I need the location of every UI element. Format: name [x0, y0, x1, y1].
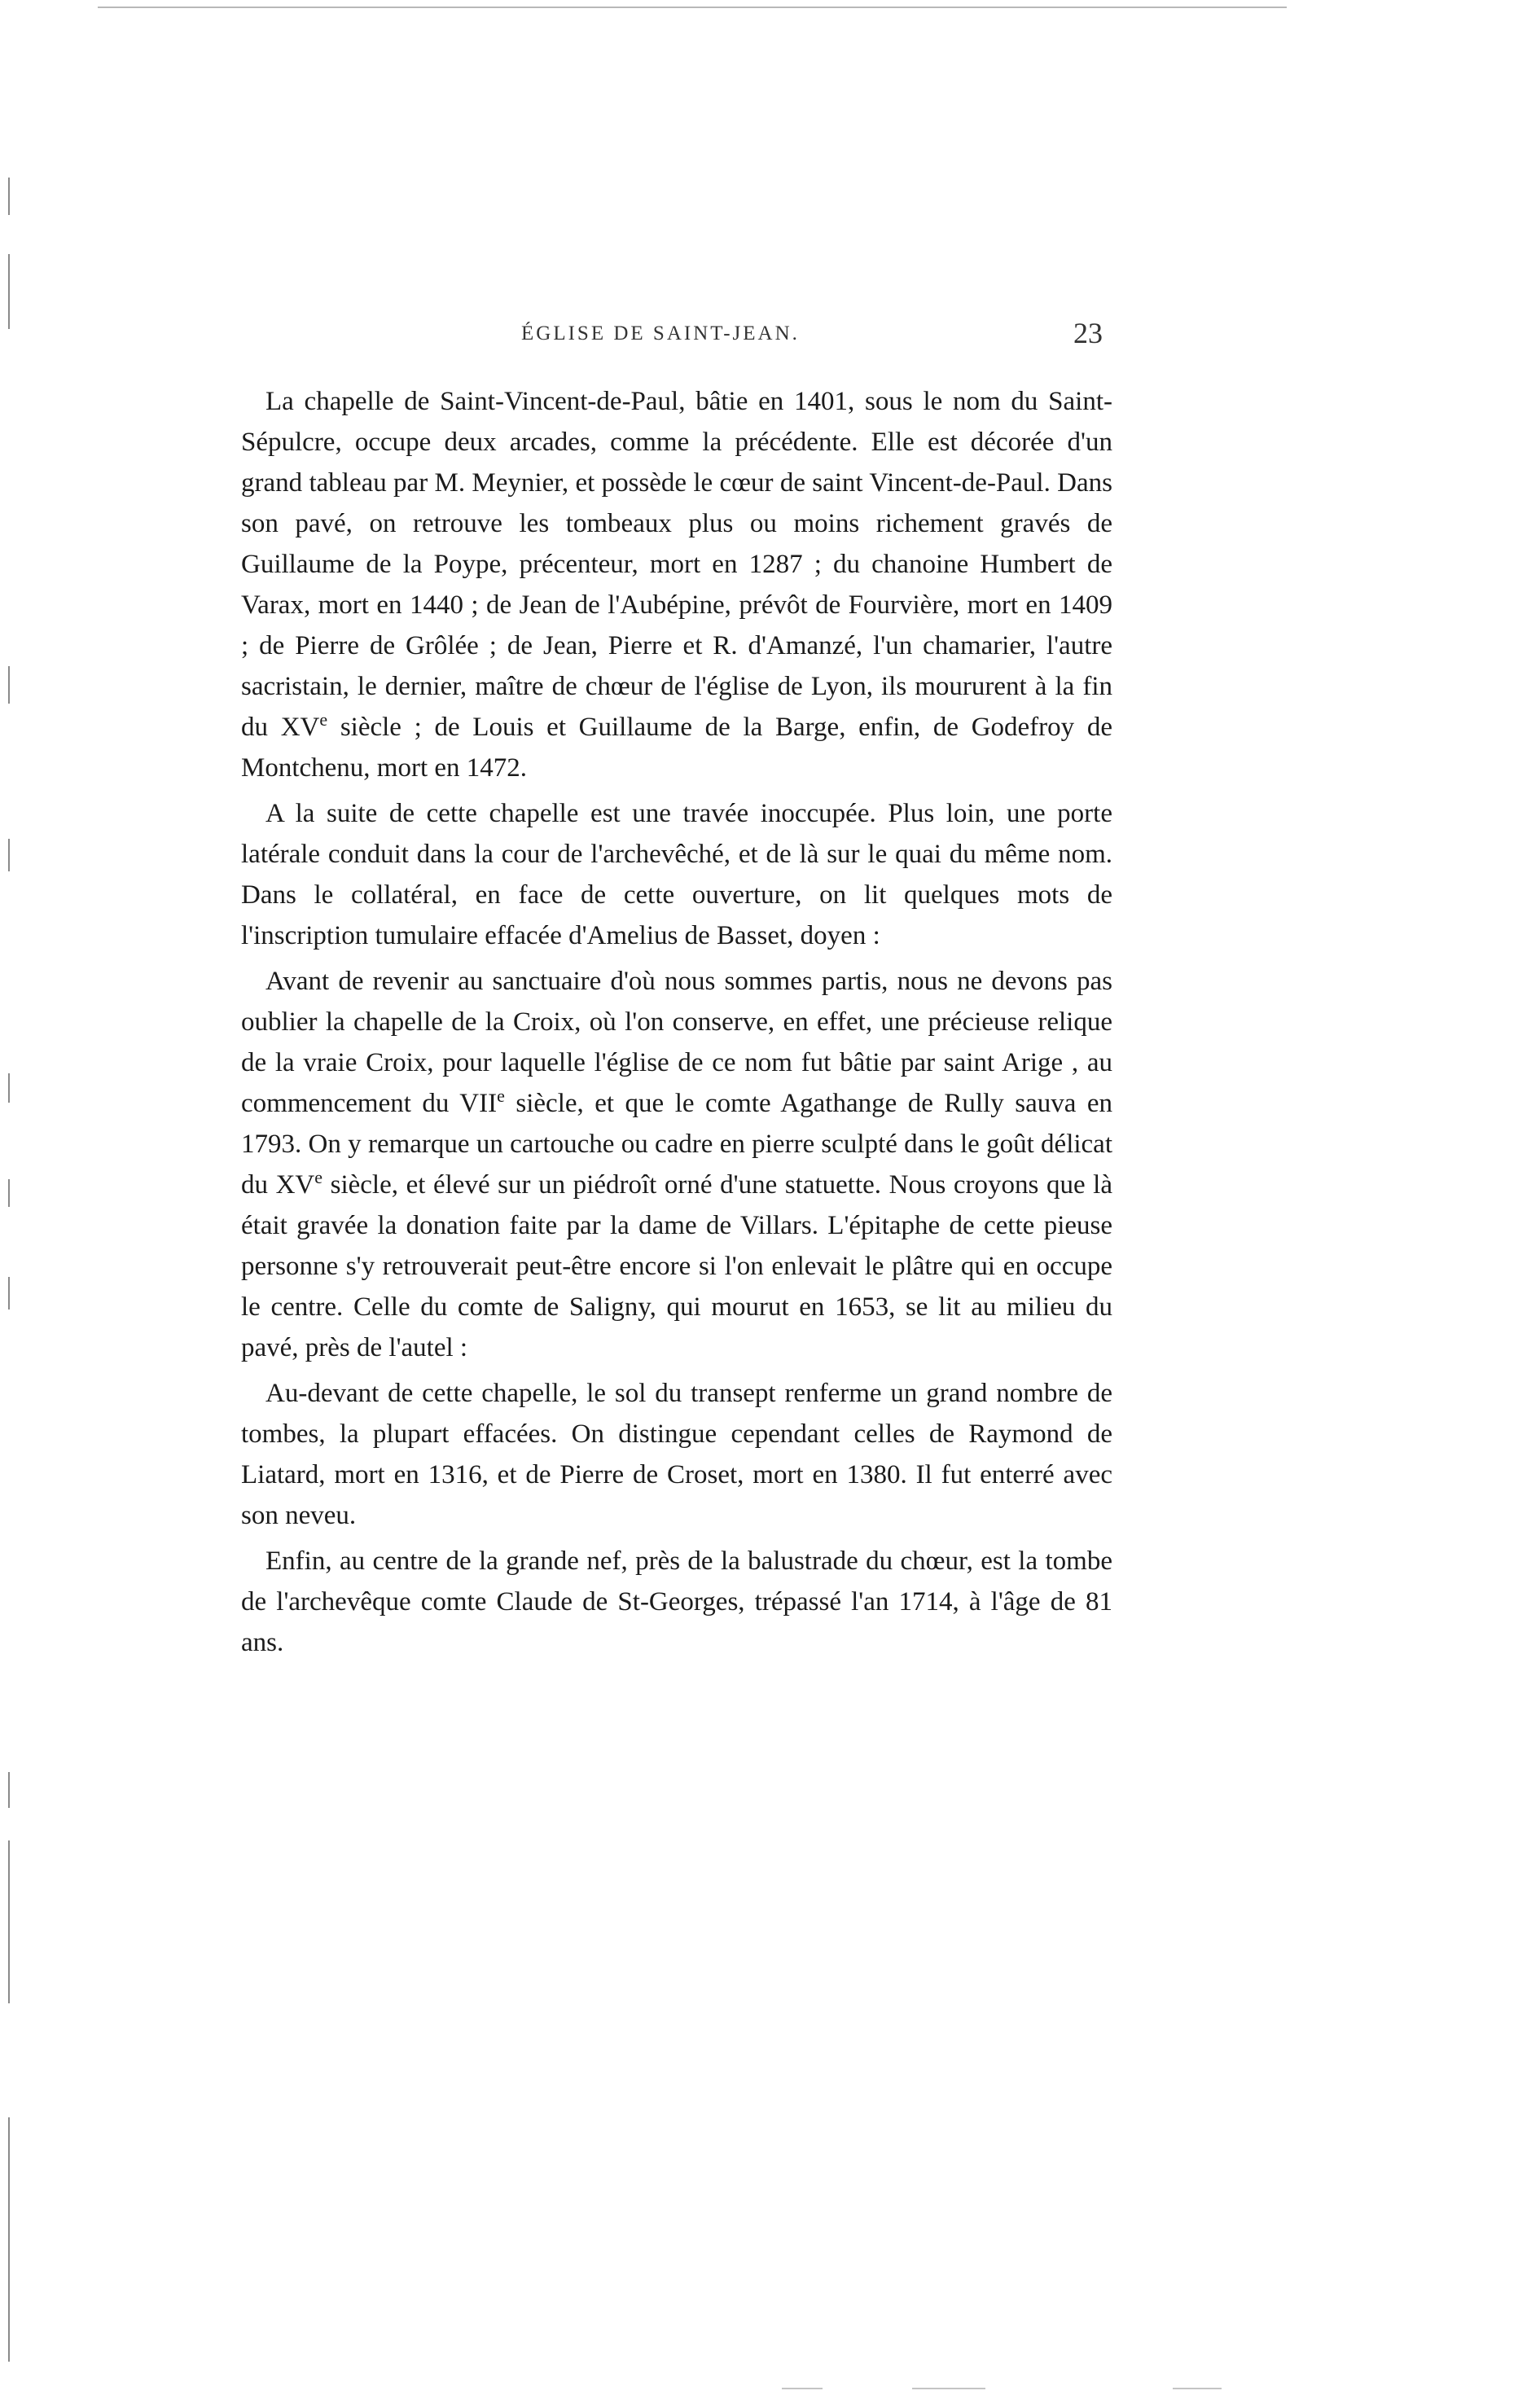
top-scan-rule	[98, 7, 1287, 8]
paragraph-1: La chapelle de Saint-Vincent-de-Paul, bâtie en 1401, sous le nom du Saint-Sépulcre, occupe deux arcades, comme la précédente. Elle est décorée d'un grand tableau par M. Meynier, et possède le cœur de saint Vincent-de-Paul. Dans son pavé, on retrouve les tombeaux plus ou moins richement gravés de Guillaume de la Poype, précenteur, mort en 1287 ; du chanoine Humbert de Varax, mort en 1440 ; de Jean de l'Aubépine, prévôt de Fourvière, mort en 1409 ; de Pierre de Grôlée ; de Jean, Pierre et R. d'Amanzé, l'un chamarier, l'autre sacristain, le dernier, maître de chœur de l'église de Lyon, ils moururent à la fin du XVe siècle ; de Louis et Guillaume de la Barge, enfin, de Godefroy de Montchenu, mort en 1472.	[241, 387, 1112, 783]
margin-scan-mark	[8, 178, 10, 215]
paragraph-4: Au-devant de cette chapelle, le sol du transept renferme un grand nombre de tombes, la plupart effacées. On distingue cependant celles de Raymond de Liatard, mort en 1316, et de Pierre de Croset, mort en 1380. Il fut enterré avec son neveu.	[241, 1379, 1112, 1530]
margin-scan-mark	[8, 1277, 10, 1309]
margin-scan-mark	[8, 666, 10, 704]
bottom-scan-mark	[782, 2388, 823, 2389]
page-number: 23	[1073, 317, 1103, 349]
bottom-scan-mark	[1173, 2388, 1222, 2389]
paragraph-2: A la suite de cette chapelle est une travée inoccupée. Plus loin, une porte latérale conduit dans la cour de l'archevêché, et de là sur le quai du même nom. Dans le collatéral, en face de cette ouverture, on lit quelques mots de l'inscription tumulaire effacée d'Amelius de Basset, doyen :	[241, 799, 1112, 950]
body-text	[241, 381, 1112, 1668]
margin-scan-mark	[8, 254, 10, 329]
margin-scan-mark	[8, 1840, 10, 2003]
paragraph-5: Enfin, au centre de la grande nef, près de la balustrade du chœur, est la tombe de l'archevêque comte Claude de St-Georges, trépassé l'an 1714, à l'âge de 81 ans.	[241, 1546, 1112, 1657]
margin-scan-mark	[8, 1073, 10, 1103]
margin-scan-mark	[8, 1772, 10, 1808]
paragraph-3: Avant de revenir au sanctuaire d'où nous sommes partis, nous ne devons pas oublier la chapelle de la Croix, où l'on conserve, en effet, une précieuse relique de la vraie Croix, pour laquelle l'église de ce nom fut bâtie par saint Arige , au commencement du VIIe siècle, et que le comte Agathange de Rully sauva en 1793. On y remarque un cartouche ou cadre en pierre sculpté dans le goût délicat du XVe siècle, et élevé sur un piédroît orné d'une statuette. Nous croyons que là était gravée la donation faite par la dame de Villars. L'épitaphe de cette pieuse personne s'y retrouverait peut-être encore si l'on enlevait le plâtre qui en occupe le centre. Celle du comte de Saligny, qui mourut en 1653, se lit au milieu du pavé, près de l'autel :	[241, 967, 1113, 1362]
bottom-scan-mark	[912, 2388, 985, 2389]
margin-scan-mark	[8, 1179, 10, 1207]
margin-scan-mark	[8, 2117, 10, 2362]
margin-scan-mark	[8, 839, 10, 871]
running-head: ÉGLISE DE SAINT-JEAN.	[521, 322, 800, 344]
